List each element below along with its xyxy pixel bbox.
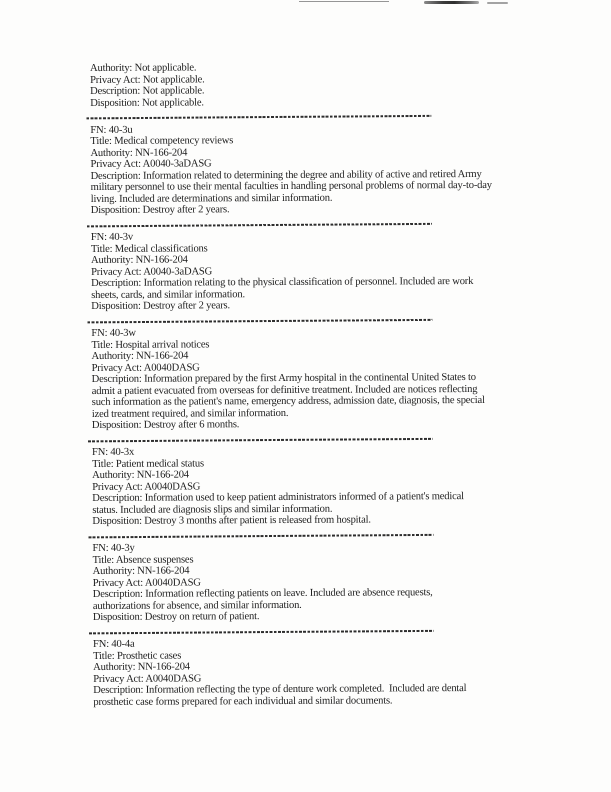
separator-line [86, 115, 431, 120]
record-title-line: Title: Hospital arrival notices [91, 338, 210, 351]
record-fn-line: FN: 40-3x [92, 446, 135, 458]
record-fn-line: FN: 40-3y [92, 542, 135, 554]
record-fn-line: FN: 40-3u [90, 124, 133, 136]
record-privacy-act-line: Privacy Act: A0040DASG [92, 480, 201, 493]
separator-line [89, 629, 434, 634]
record-continuation-line: ized treatment required, and similar information. [91, 407, 289, 420]
record-description-line: Description: Information prepared by the first Army hospital in the continental United States to [91, 371, 476, 385]
record-disposition-line: Disposition: Destroy after 6 months. [91, 419, 240, 431]
record-continuation-line: admit a patient evacuated from overseas for definitive treatment. Included are notices reflecting [91, 383, 478, 397]
record-title-line: Title: Medical classifications [90, 242, 208, 255]
record-title-line: Title: Prosthetic cases [93, 650, 182, 662]
record-description-line: Description: Information used to keep patient administrators informed of a patient's medical [92, 491, 464, 504]
record-40-3u [90, 122, 611, 217]
record-privacy-act-line: Privacy Act: Not applicable. [90, 73, 205, 86]
record-title-line: Title: Absence suspenses [92, 553, 194, 566]
separator-line [87, 318, 432, 323]
record-continuation-line: such information as the patient's name, emergency address, admission date, diagnosis, the special [91, 394, 485, 408]
record-fn-line: FN: 40-3w [91, 327, 136, 339]
record-description-line: Description: Information reflecting patients on leave. Included are absence requests, [92, 587, 433, 600]
record-authority-line: Authority: NN-166-204 [90, 146, 188, 159]
record-continuation-line: sheets, cards, and similar information. [91, 288, 245, 301]
record-privacy-act-line: Privacy Act: A0040-3aDASG [90, 158, 212, 170]
record-privacy-act-line: Privacy Act: A0040DASG [93, 672, 202, 685]
record-continuation-line: military personnel to use their mental faculties in handling personal problems of normal day-to-day [90, 179, 492, 193]
record-description-line: Description: Not applicable. [90, 85, 205, 97]
record-authority-line: Authority: NN-166-204 [92, 469, 189, 481]
record-description-line: Description: Information relating to the physical classification of personnel. Included are work [91, 275, 474, 289]
record-continued [90, 60, 611, 109]
record-continuation-line: prosthetic case forms prepared for each individual and similar documents. [93, 694, 393, 708]
record-title-line: Title: Medical competency reviews [90, 135, 234, 147]
record-continuation-line: living. Included are determinations and similar information. [90, 192, 333, 205]
record-continuation-line: authorizations for absence, and similar information. [92, 599, 302, 612]
record-authority-line: Authority: Not applicable. [90, 62, 197, 74]
record-40-3v [91, 229, 611, 312]
record-authority-line: Authority: NN-166-204 [92, 565, 190, 577]
record-authority-line: Authority: NN-166-204 [91, 350, 189, 362]
record-description-line: Description: Information related to determining the degree and ability of active and retired Army [90, 168, 482, 182]
record-fn-line: FN: 40-3v [90, 231, 134, 243]
record-disposition-line: Disposition: Destroy on return of patient. [92, 611, 260, 623]
record-40-3y [93, 540, 611, 623]
record-title-line: Title: Patient medical status [92, 457, 204, 470]
record-privacy-act-line: Privacy Act: A0040DASG [91, 361, 200, 374]
record-description-line: Description: Information reflecting the type of denture work completed. Included are dental [93, 683, 467, 696]
record-continuation-line: status. Included are diagnosis slips and similar information. [92, 503, 333, 516]
record-disposition-line: Disposition: Destroy after 2 years. [90, 204, 230, 216]
record-authority-line: Authority: NN-166-204 [91, 254, 188, 266]
record-40-3w [91, 325, 611, 431]
record-disposition-line: Disposition: Not applicable. [90, 96, 204, 109]
record-privacy-act-line: Privacy Act: A0040-3aDASG [91, 265, 213, 278]
record-40-4a [93, 636, 611, 708]
separator-line [88, 533, 433, 538]
separator-line [87, 222, 432, 227]
record-authority-line: Authority: NN-166-204 [93, 661, 190, 673]
separator-line [88, 437, 433, 442]
record-fn-line: FN: 40-4a [93, 638, 135, 650]
record-privacy-act-line: Privacy Act: A0040DASG [92, 576, 201, 589]
record-disposition-line: Disposition: Destroy after 2 years. [91, 300, 230, 312]
record-disposition-line: Disposition: Destroy 3 months after patient is released from hospital. [92, 514, 371, 527]
record-40-3x [92, 444, 611, 527]
